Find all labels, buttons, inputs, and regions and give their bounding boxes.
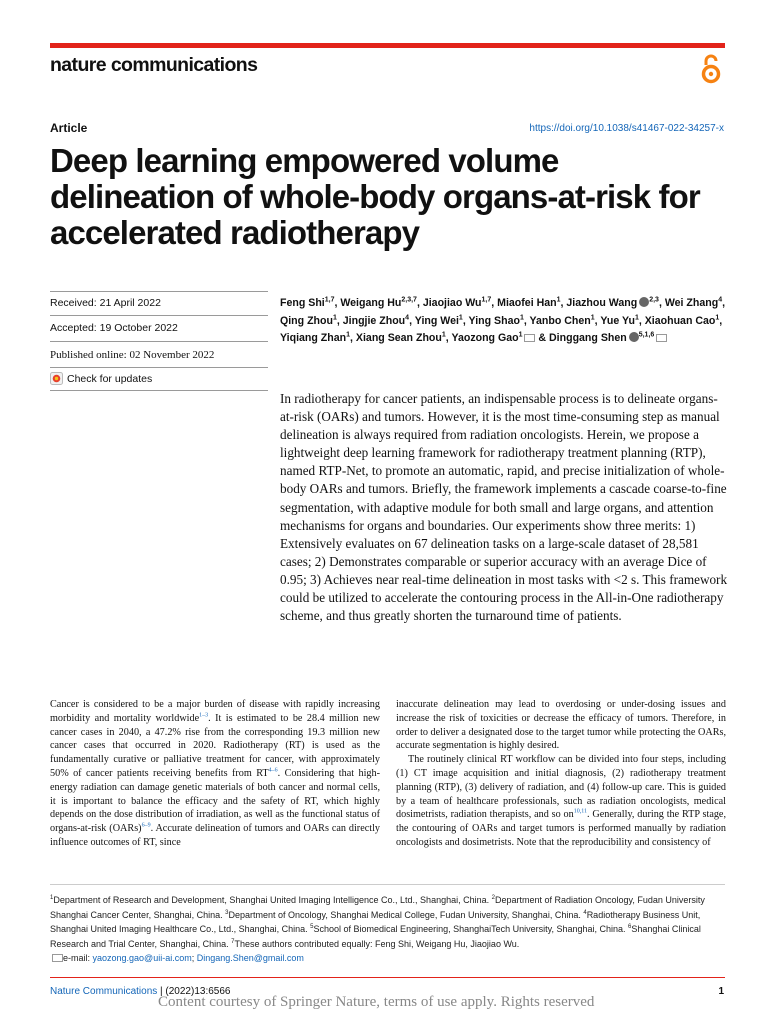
author[interactable]: Yiqiang Zhan <box>280 332 347 344</box>
abstract: In radiotherapy for cancer patients, an indispensable process is to delineate organs-at-risk (OARs) and tumors. However, it is the most time-consuming step as manual delineation is always required from radiation oncologists. Herein, we propose a lightweight deep learning framework for radiotherapy treatment planning (RTP), named RTP-Net, to promote an automatic, rapid, and precise initialization of whole-body OARs and tumors. Briefly, the framework implements a cascade coarse-to-fine segmentation, with adaptive module for both small and large organs, and attention mechanisms for organs and boundaries. Our experiments show three merits: 1) Extensively evaluates on 67 delineation tasks on a large-scale dataset of 28,581 cases; 2) Demonstrates comparable or superior accuracy with an average Dice of 0.95; 3) Achieves near real-time delineation in most tasks with <2 s. This framework could be utilized to accelerate the contouring process in the All-in-One radiotherapy scheme, and thus greatly shorten the turnaround time of patients. <box>280 391 728 624</box>
author-affiliation: 1 <box>458 313 463 321</box>
body-text: Cancer is considered to be a major burden of disease with rapidly increasing morbidity and mortality worldwide <box>50 699 380 724</box>
citation-link[interactable]: 6–9 <box>141 822 151 829</box>
email-link[interactable]: yaozong.gao@uii-ai.com <box>92 953 192 963</box>
footnote-rule <box>50 884 725 885</box>
author-affiliation: 1 <box>346 331 351 339</box>
author-affiliation: 2,3,7 <box>401 296 417 304</box>
author-affiliation: 1,7 <box>324 296 335 304</box>
mail-icon[interactable] <box>524 334 535 342</box>
check-updates-label: Check for updates <box>67 372 153 385</box>
check-updates-button[interactable] <box>50 372 152 385</box>
journal-name[interactable]: nature communications <box>50 54 258 76</box>
affiliation-number: 7 <box>231 938 235 945</box>
author[interactable]: Yue Yu <box>600 314 635 327</box>
orcid-icon[interactable] <box>639 297 649 307</box>
affiliation-text: Radiotherapy Business Unit, Shanghai United Imaging Healthcare Co., Ltd., Shanghai, China. <box>50 909 701 934</box>
author-affiliation: 1 <box>590 313 595 321</box>
author-list: Feng Shi$^{1,7}$, Weigang Hu$^{2,3,7}$, Jiaojiao Wu$^{1,7}$, Miaofei Han$^1$, Jiazhou Wang $^{2,3}$, Wei Zhang$^4$, Qing Zhou$^1$, Jingjie Zhou$^4$, Ying Wei$^1$, Ying Shao$^1$, Yanbo Chen$^1$, Yue Yu$^1$, Xiaohuan Cao$^1$, Yiqiang Zhan$^1$, Xiang Sean Zhou$^1$, Yaozong Gao$^1$ & Dinggang Shen $^{5,1,6}$ <box>280 296 726 344</box>
published-date: Published online: 02 November 2022 <box>50 349 215 361</box>
affiliation-number: 2 <box>491 895 495 901</box>
citation-link[interactable]: 4–6 <box>268 767 278 774</box>
author-affiliation: 1 <box>556 296 561 304</box>
body-text: . Considering that high-energy radiation can damage genetic materials of both cancer and normal cells, it is important to balance the efficacy and the safety of RT, which highly depends on the dose distribution of irradiation, as well as the functional status of organs-at-risk (OARs) <box>50 767 380 835</box>
author[interactable]: Ying Shao <box>468 314 520 327</box>
author-affiliation: 1 <box>715 313 720 321</box>
open-access-icon <box>698 54 724 86</box>
body-paragraph: inaccurate delineation may lead to overdosing or under-dosing issues and increase the risk of toxicities or decrease the efficacy of tumors. Therefore, in order to deliver a designated dose to the target tumor while protecting the OARs, accurate segmentation is highly desired. <box>396 699 726 752</box>
affiliation-number: 4 <box>583 909 587 916</box>
doi-link[interactable]: https://doi.org/10.1038/s41467-022-34257-x <box>529 123 724 134</box>
affiliation-number: 6 <box>628 924 632 930</box>
citation-link[interactable]: 10,11 <box>573 808 588 815</box>
affiliations <box>50 893 730 966</box>
affiliation-text: These authors contributed equally: Feng Shi, Weigang Hu, Jiaojiao Wu. <box>234 938 520 949</box>
body-text: The routinely clinical RT workflow can be divided into four steps, including (1) CT image acquisition and initial diagnosis, (2) radiotherapy treatment planning (RTP), (3) delivery of radiation, and (4) follow-up care. This is guided by a team of healthcare professionals, such as radiation oncologists, medical dosimetrists, radiation therapists, and so on <box>396 754 726 821</box>
author-affiliation: 2,3 <box>649 296 659 304</box>
body-text: . It is estimated to be 28.4 million new cancer cases in 2040, a 47.2% rise from the corresponding 19.3 million new cancer cases that occurred in 2020. Radiotherapy (RT) is used as the fundamentally curative or palliative treatment for cancer, with approximately 50% of cancer patients receiving benefits from RT <box>50 712 380 779</box>
body-paragraph <box>396 753 726 850</box>
divider <box>50 341 268 342</box>
article-type: Article <box>50 121 88 135</box>
author[interactable]: Feng Shi <box>280 297 325 309</box>
author-affiliation: 1,7 <box>481 296 492 304</box>
check-updates-icon <box>50 372 63 385</box>
email-label: e-mail: <box>63 953 93 963</box>
courtesy-watermark: Content courtesy of Springer Nature, terms of use apply. Rights reserved <box>158 994 595 1010</box>
mail-icon <box>52 954 63 962</box>
email-link[interactable]: Dingang.Shen@gmail.com <box>196 953 304 963</box>
affiliation-number: 1 <box>50 895 54 901</box>
affiliation-number: 3 <box>225 909 229 916</box>
author-affiliation: 4 <box>718 296 723 304</box>
author[interactable]: Miaofei Han <box>497 297 557 309</box>
author[interactable]: Jiazhou Wang <box>566 297 638 309</box>
orcid-icon[interactable] <box>629 332 639 342</box>
affiliation-text: Shanghai Clinical Research and Trial Center, Shanghai, China. <box>50 924 701 949</box>
mail-icon[interactable] <box>656 334 667 342</box>
article-title: Deep learning empowered volume delineation of whole-body organs-at-risk for accelerated radiotherapy <box>50 142 700 251</box>
author-affiliation: 1 <box>441 331 446 339</box>
author[interactable]: Yanbo Chen <box>529 314 591 327</box>
affiliation-text: Department of Research and Development, Shanghai United Imaging Intelligence Co., Ltd., Shanghai, China. <box>53 895 492 905</box>
footer-volume: | (2022)13:6566 <box>157 986 231 997</box>
body-paragraph <box>50 698 380 850</box>
affiliation-text: Department of Oncology, Shanghai Medical College, Fudan University, Shanghai, China. <box>228 909 584 920</box>
author[interactable]: Xiaohuan Cao <box>644 314 716 327</box>
author[interactable]: Dinggang Shen <box>549 332 627 344</box>
header-rule <box>50 43 725 48</box>
body-column-left <box>50 698 380 850</box>
body-column-right <box>396 698 726 850</box>
body-text: . Accurate delineation of tumors and OARs can directly influence outcomes of RT, since <box>50 823 380 848</box>
affiliation-text: Department of Radiation Oncology, Fudan University Shanghai Cancer Center, Shanghai, China. <box>50 895 705 920</box>
affiliation-text: School of Biomedical Engineering, ShanghaiTech University, Shanghai, China. <box>313 924 629 934</box>
author[interactable]: Yaozong Gao <box>451 332 519 344</box>
author-affiliation: 1 <box>332 313 337 321</box>
divider <box>50 390 268 391</box>
author-affiliation: 1 <box>634 313 639 321</box>
author-affiliation: 4 <box>405 313 410 321</box>
citation-link[interactable]: 1–3 <box>199 712 209 719</box>
author-affiliation: 5,1,6 <box>638 331 655 339</box>
divider <box>50 291 268 292</box>
received-date: Received: 21 April 2022 <box>50 297 161 309</box>
author[interactable]: Xiang Sean Zhou <box>355 332 442 344</box>
author-affiliation: 1 <box>519 313 524 321</box>
footer-journal-link[interactable]: Nature Communications <box>50 986 158 997</box>
author[interactable]: Weigang Hu <box>340 297 402 309</box>
author[interactable]: Jiaojiao Wu <box>422 297 482 309</box>
affiliation-number: 5 <box>310 924 314 930</box>
divider <box>50 315 268 316</box>
author[interactable]: Qing Zhou <box>280 314 333 327</box>
email-separator: ; <box>191 953 197 963</box>
author[interactable]: Wei Zhang <box>664 297 719 309</box>
author[interactable]: Jingjie Zhou <box>342 314 406 327</box>
footer-rule <box>50 977 725 978</box>
accepted-date: Accepted: 19 October 2022 <box>50 322 178 334</box>
divider <box>50 367 268 368</box>
page-number: 1 <box>718 986 724 997</box>
affiliation-list <box>50 895 705 949</box>
body-text: . Generally, during the RTP stage, the contouring of OARs and target tumors is performed manually by radiation oncologists and dosimetrists. Note that the reproducibility and consistency of <box>396 809 727 848</box>
author-affiliation: 1 <box>518 331 523 339</box>
author[interactable]: Ying Wei <box>414 314 459 327</box>
